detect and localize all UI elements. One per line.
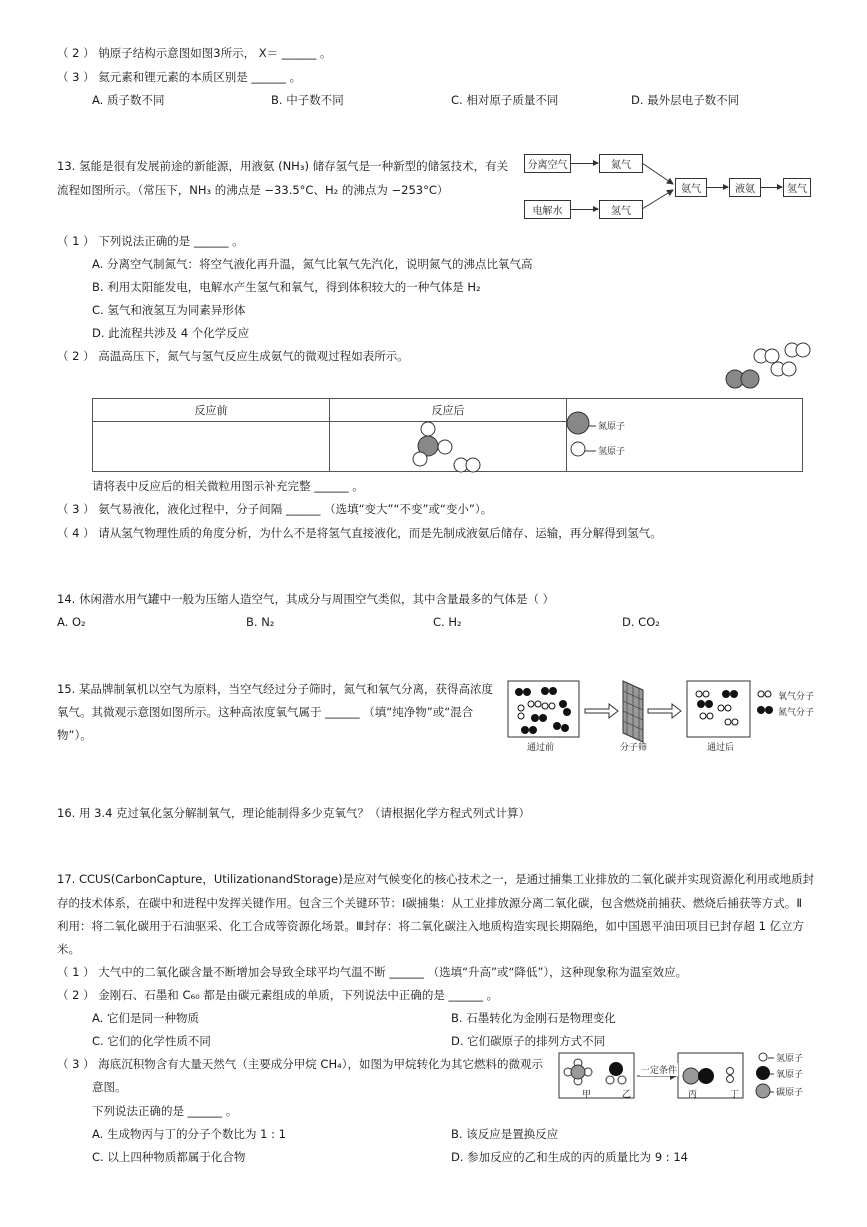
q17-part3-prompt: 下列说法正确的是 ______ 。 xyxy=(92,1104,238,1118)
q13-part3: （ 3 ） 氨气易液化，液化过程中，分子间隔 ______ （选填“变大”“不变”或“变小”）。 xyxy=(57,502,493,516)
q14-stem: 14. 休闲潜水用气罐中一般为压缩人造空气，其成分与周围空气类似，其中含量最多的气体是（ ） xyxy=(57,592,555,606)
q17-part2-option-c: C. 它们的化学性质不同 xyxy=(92,1034,211,1048)
q17-part2-option-a: A. 它们是同一种物质 xyxy=(92,1011,199,1025)
q12-option-d: D. 最外层电子数不同 xyxy=(631,93,740,107)
flow-box-ammonia: 氨气 xyxy=(675,178,707,197)
q15-line2: 氧气。其微观示意图如图所示。这种高浓度氧气属于 ______ （填“纯净物”或“混合 xyxy=(57,705,474,719)
q17-line4: 米。 xyxy=(57,942,80,956)
q14-option-b: B. N₂ xyxy=(246,615,275,629)
q13-product-molecules xyxy=(405,420,485,475)
q15-caption-after: 通过后 xyxy=(707,743,735,753)
q17-part1: （ 1 ） 大气中的二氧化碳含量不断增加会导致全球平均气温不断 ______ （选填“升高”或“降低”），这种现象称为温室效应。 xyxy=(57,965,688,979)
q17-part2-option-d: D. 它们碳原子的排列方式不同 xyxy=(451,1034,606,1048)
q15-caption-sieve: 分子筛 xyxy=(620,743,648,753)
flow-box-electrolysis: 电解水 xyxy=(524,200,571,219)
q17-part3-line1: （ 3 ） 海底沉积物含有大量天然气（主要成分甲烷 CH₄），如图为甲烷转化为其它燃料的微观示 xyxy=(57,1057,543,1071)
legend-hydrogen-atom: 氢原子 xyxy=(598,447,626,457)
q17-part3-line2: 意图。 xyxy=(92,1080,127,1094)
q17-legend-oxygen: 氧原子 xyxy=(776,1070,804,1080)
flow-box-hydrogen-out: 氢气 xyxy=(783,178,811,197)
q16-stem: 16. 用 3.4 克过氧化氢分解制氧气，理论能制得多少克氧气？（请根据化学方程式列式计算） xyxy=(57,806,531,820)
q15-line1: 15. 某品牌制氧机以空气为原料，当空气经过分子筛时，氮气和氧气分离，获得高浓度 xyxy=(57,682,493,696)
flow-arrow xyxy=(706,187,728,188)
q15-legend-icons xyxy=(756,688,776,718)
table-cell-before xyxy=(93,422,330,472)
q17-label-ding: 丁 xyxy=(730,1090,740,1100)
q13-part1: （ 1 ） 下列说法正确的是 ______ 。 xyxy=(57,234,244,248)
q17-part3-option-b: B. 该反应是置换反应 xyxy=(451,1127,559,1141)
q12-option-c: C. 相对原子质量不同 xyxy=(451,93,559,107)
q17-label-yi: 乙 xyxy=(622,1090,632,1100)
q14-option-a: A. O₂ xyxy=(57,615,86,629)
q17-part3-option-a: A. 生成物丙与丁的分子个数比为 1 : 1 xyxy=(92,1127,286,1141)
table-header-after: 反应后 xyxy=(330,399,567,422)
q12-option-b: B. 中子数不同 xyxy=(271,93,344,107)
q13-stem-line2: 流程如图所示。（常压下，NH₃ 的沸点是 −33.5°C、H₂ 的沸点为 −253°C） xyxy=(57,183,449,197)
q15-legend-nitrogen: 氮气分子 xyxy=(778,708,815,718)
q13-part2: （ 2 ） 高温高压下，氮气与氢气反应生成氨气的微观过程如表所示。 xyxy=(57,349,409,363)
q14-option-d: D. CO₂ xyxy=(622,615,660,629)
flow-arrow xyxy=(760,187,782,188)
table-header-before: 反应前 xyxy=(93,399,330,422)
q12-part2: （ 2 ） 钠原子结构示意图如图3所示， X＝ ______ 。 xyxy=(57,46,332,60)
q13-part2-fill: 请将表中反应后的相关微粒用图示补充完整 ______ 。 xyxy=(92,479,364,493)
q15-line3: 物”）。 xyxy=(57,728,92,742)
q17-line3: 利用：将二氧化碳用于石油驱采、化工合成等资源化场景。Ⅲ封存：将二氧化碳注入地质构造实现长期隔绝，如中国恩平油田项目已封存超 1 亿立方 xyxy=(57,919,805,933)
q17-label-bing: 丙 xyxy=(688,1090,698,1100)
q12-option-a: A. 质子数不同 xyxy=(92,93,165,107)
q17-label-jia: 甲 xyxy=(582,1090,592,1100)
q12-part3: （ 3 ） 氦元素和锂元素的本质区别是 ______ 。 xyxy=(57,70,302,84)
q17-part2-option-b: B. 石墨转化为金刚石是物理变化 xyxy=(451,1011,616,1025)
q17-condition-label: 一定条件 xyxy=(640,1063,678,1076)
flow-box-air-separation: 分离空气 xyxy=(524,154,571,173)
q17-legend-hydrogen: 氢原子 xyxy=(776,1054,804,1064)
q13-reactant-molecules xyxy=(720,340,815,390)
q15-sieve-diagram xyxy=(505,676,755,746)
q13-stem-line1: 13. 氢能是很有发展前途的新能源，用液氨 (NH₃) 储存氢气是一种新型的储氢技术，有关 xyxy=(57,159,509,173)
legend-nitrogen-atom: 氮原子 xyxy=(598,422,626,432)
q17-legend-carbon: 碳原子 xyxy=(776,1088,804,1098)
flow-box-liquid-ammonia: 液氨 xyxy=(729,178,761,197)
q13-part1-option-a: A. 分离空气制氮气：将空气液化再升温，氮气比氧气先汽化，说明氮气的沸点比氧气高 xyxy=(92,257,533,271)
q13-part4: （ 4 ） 请从氢气物理性质的角度分析，为什么不是将氢气直接液化，而是先制成液氨后储存、运输，再分解得到氢气。 xyxy=(57,526,662,540)
flow-box-nitrogen: 氮气 xyxy=(599,154,643,173)
q17-part3-option-c: C. 以上四种物质都属于化合物 xyxy=(92,1150,246,1164)
flow-merge-arrows xyxy=(0,0,867,300)
q13-part1-option-c: C. 氢气和液氢互为同素异形体 xyxy=(92,303,246,317)
q13-part1-option-d: D. 此流程共涉及 4 个化学反应 xyxy=(92,326,250,340)
q17-part3-option-d: D. 参加反应的乙和生成的丙的质量比为 9 : 14 xyxy=(451,1150,688,1164)
q17-line1: 17. CCUS(CarbonCapture，UtilizationandStorage)是应对气候变化的核心技术之一，是通过捕集工业排放的二氧化碳并实现资源化利用或地质封 xyxy=(57,872,815,886)
flow-box-hydrogen: 氢气 xyxy=(599,200,643,219)
q15-caption-before: 通过前 xyxy=(527,743,555,753)
q13-part1-option-b: B. 利用太阳能发电，电解水产生氢气和氧气，得到体积较大的一种气体是 H₂ xyxy=(92,280,481,294)
q17-part2: （ 2 ） 金刚石、石墨和 C₆₀ 都是由碳元素组成的单质，下列说法中正确的是 ______ 。 xyxy=(57,988,499,1002)
q15-legend-oxygen: 氧气分子 xyxy=(778,692,815,702)
q17-line2: 存的技术体系，在碳中和进程中发挥关键作用。包含三个关键环节：Ⅰ碳捕集：从工业排放源分离二氧化碳，包含燃烧前捕获、燃烧后捕获等方式。Ⅱ xyxy=(57,896,803,910)
q14-option-c: C. H₂ xyxy=(433,615,462,629)
